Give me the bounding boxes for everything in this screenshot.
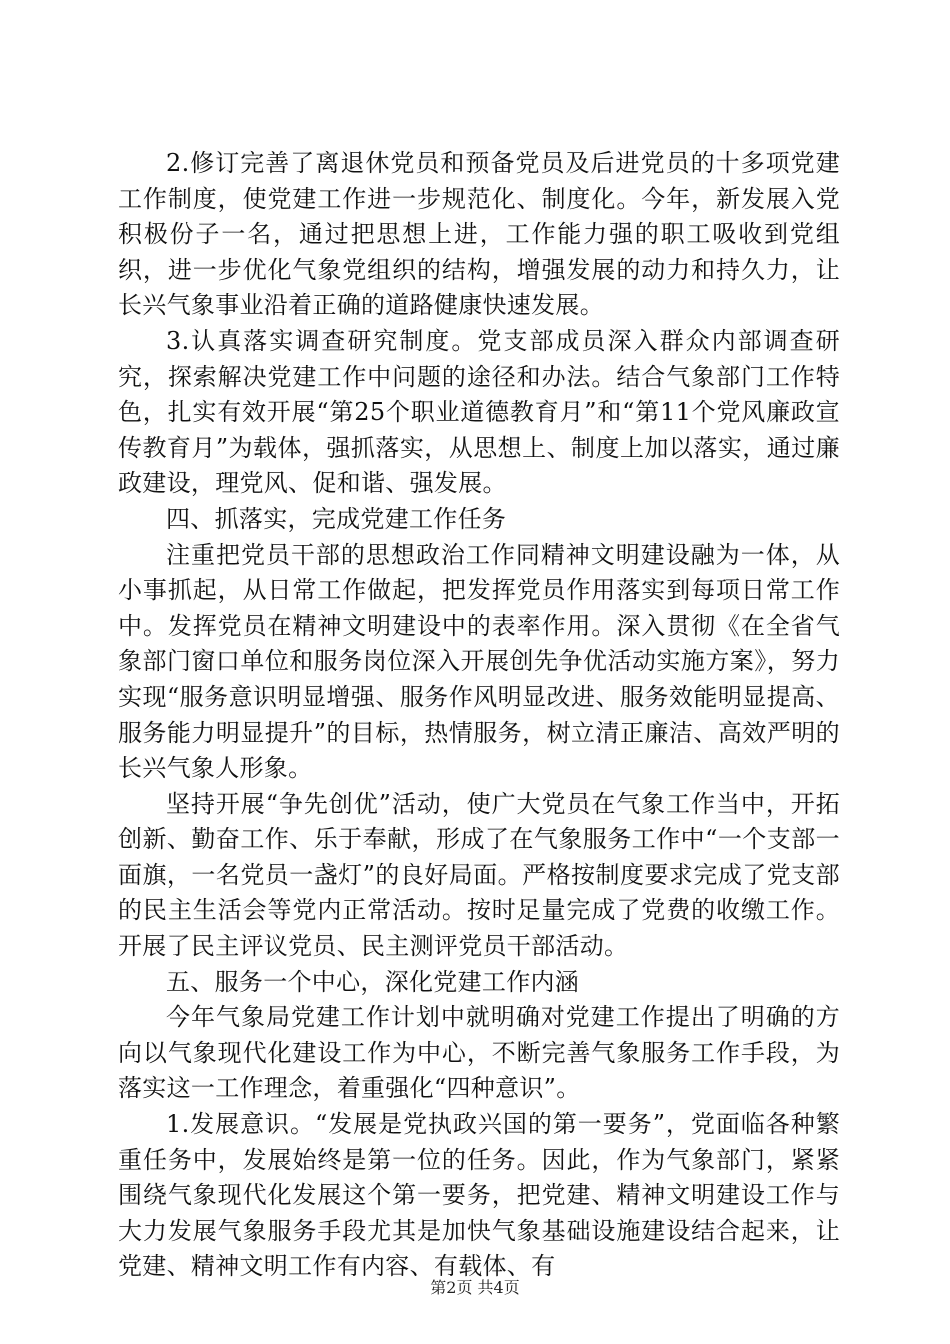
section-heading-4: 四、抓落实，完成党建工作任务 <box>166 504 507 533</box>
paragraph-spiritual-civilization: 注重把党员干部的思想政治工作同精神文明建设融为一体，从小事抓起，从日常工作做起，把发挥党员作用落实到每项日常工作中。发挥党员在精神文明建设中的表率作用。深入贯彻《在全省气象部门窗口单位和服务岗位深入开展创先争优活动实施方案》，努力实现“服务意识明显增强、服务作风明显改进、服务效能明显提高、服务能力明显提升”的目标，热情服务，树立清正廉洁、高效严明的长兴气象人形象。 <box>118 540 840 783</box>
paragraph-work-plan: 今年气象局党建工作计划中就明确对党建工作提出了明确的方向以气象现代化建设工作为中心，不断完善气象服务工作手段，为落实这一工作理念，着重强化“四种意识”。 <box>118 1003 840 1103</box>
paragraph-research-system: 3.认真落实调查研究制度。党支部成员深入群众内部调查研究，探索解决党建工作中问题的途径和办法。结合气象部门工作特色，扎实有效开展“第25个职业道德教育月”和“第11个党风廉政宣传教育月”为载体，强抓落实，从思想上、制度上加以落实，通过廉政建设，理党风、促和谐、强发展。 <box>118 326 840 498</box>
document-body <box>118 146 840 1285</box>
page-number-footer: 第2页 共4页 <box>430 1278 520 1297</box>
section-heading-5: 五、服务一个中心，深化党建工作内涵 <box>166 967 580 996</box>
paragraph-development-awareness: 1.发展意识。“发展是党执政兴国的第一要务”，党面临各种繁重任务中，发展始终是第一位的任务。因此，作为气象部门，紧紧围绕气象现代化发展这个第一要务，把党建、精神文明建设工作与大力发展气象服务手段尤其是加快气象基础设施建设结合起来，让党建、精神文明工作有内容、有载体、有 <box>118 1110 840 1281</box>
paragraph-excellence-activity: 坚持开展“争先创优”活动，使广大党员在气象工作当中，开拓创新、勤奋工作、乐于奉献，形成了在气象服务工作中“一个支部一面旗，一名党员一盏灯”的良好局面。严格按制度要求完成了党支部的民主生活会等党内正常活动。按时足量完成了党费的收缴工作。开展了民主评议党员、民主测评党员干部活动。 <box>118 789 840 961</box>
paragraph-party-rules: 2.修订完善了离退休党员和预备党员及后进党员的十多项党建工作制度，使党建工作进一步规范化、制度化。今年，新发展入党积极份子一名，通过把思想上进，工作能力强的职工吸收到党组织，进一步优化气象党组织的结构，增强发展的动力和持久力，让长兴气象事业沿着正确的道路健康快速发展。 <box>118 149 840 320</box>
